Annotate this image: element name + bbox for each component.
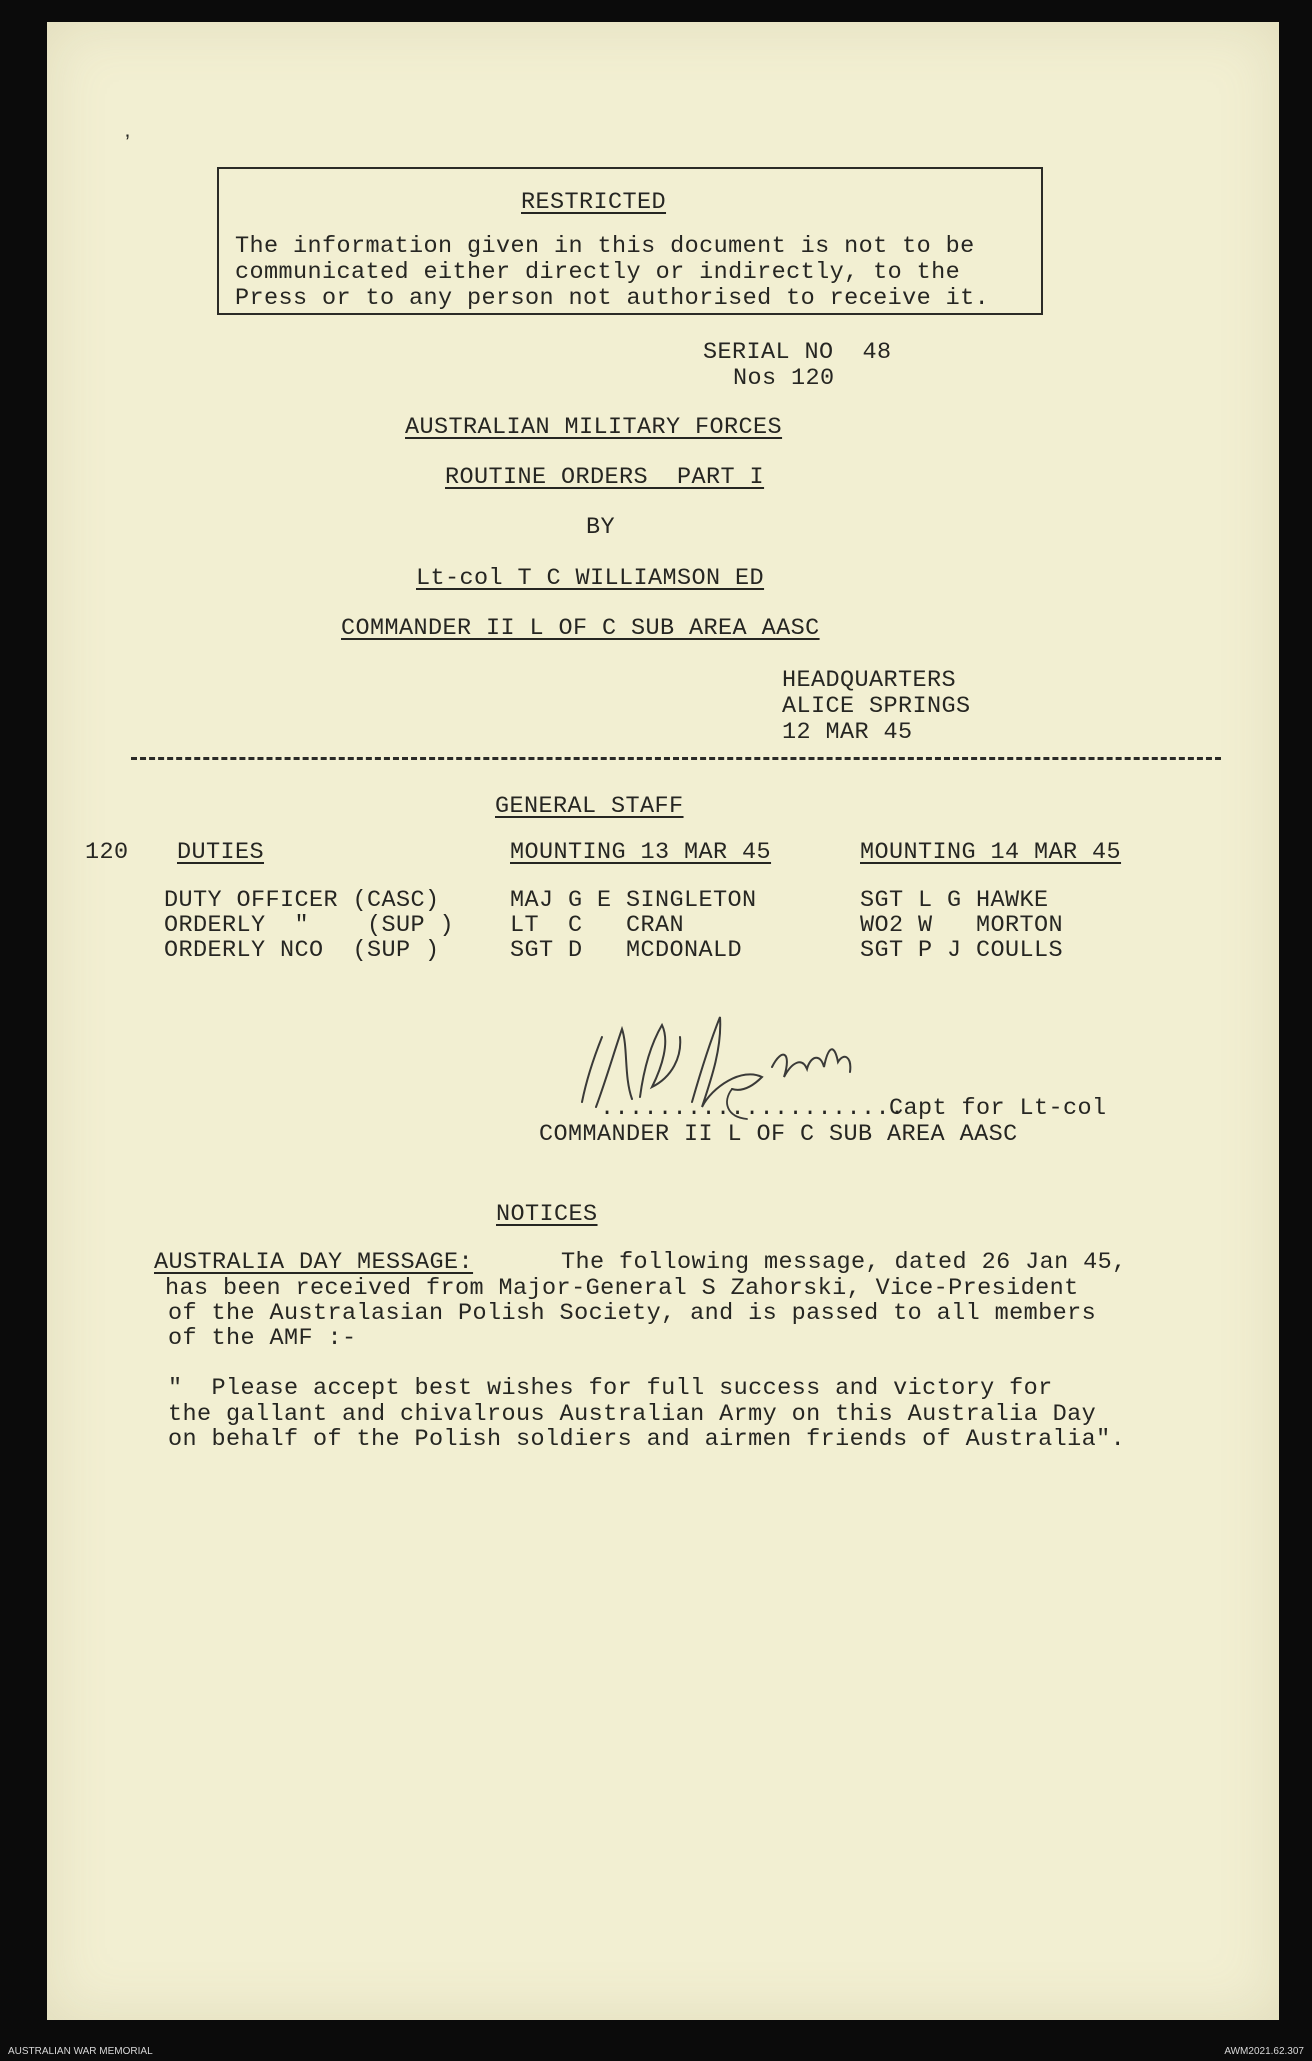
notice-quote-line-1: " Please accept best wishes for full success and victory for xyxy=(168,1375,1053,1402)
duty-row-1-duty: DUTY OFFICER (CASC) xyxy=(164,887,440,914)
restricted-line-1: The information given in this document is not to be xyxy=(235,233,975,260)
duty-row-2-mount-14: WO2 W MORTON xyxy=(860,912,1064,939)
notice-intro-first: The following message, dated 26 Jan 45, xyxy=(561,1249,1127,1276)
location-place: ALICE SPRINGS xyxy=(782,693,971,720)
general-staff-heading: GENERAL STAFF xyxy=(495,793,684,820)
title-commander-name: Lt-col T C WILLIAMSON ED xyxy=(416,565,765,592)
title-commander-role: COMMANDER II L OF C SUB AREA AASC xyxy=(341,615,820,642)
restricted-line-2: communicated either directly or indirectly, to the xyxy=(235,259,961,286)
footer-institution: AUSTRALIAN WAR MEMORIAL xyxy=(8,2046,153,2057)
title-routine-orders: ROUTINE ORDERS PART I xyxy=(445,464,765,491)
col-header-duties: DUTIES xyxy=(177,839,265,866)
notice-intro-line-3: of the Australasian Polish Society, and is passed to all members xyxy=(168,1300,1097,1327)
section-divider xyxy=(131,757,1221,760)
document-page xyxy=(47,22,1279,2020)
duty-row-3-mount-14: SGT P J COULLS xyxy=(860,937,1064,964)
duty-row-2-mount-13: LT C CRAN xyxy=(510,912,685,939)
paper-mark: ’ xyxy=(125,130,130,155)
location-headquarters: HEADQUARTERS xyxy=(782,667,957,694)
serial-nos: Nos 120 xyxy=(733,365,835,392)
col-header-mounting-14: MOUNTING 14 MAR 45 xyxy=(860,839,1122,866)
notices-heading: NOTICES xyxy=(496,1201,598,1228)
title-by: BY xyxy=(586,514,616,541)
notice-quote-line-3: on behalf of the Polish soldiers and airmen friends of Australia". xyxy=(168,1426,1126,1453)
signature-dots: ..................... xyxy=(600,1095,905,1122)
signature-capt-line: Capt for Lt-col xyxy=(889,1095,1107,1122)
col-header-mounting-13: MOUNTING 13 MAR 45 xyxy=(510,839,772,866)
notice-subject: AUSTRALIA DAY MESSAGE: xyxy=(154,1249,474,1276)
order-item-number: 120 xyxy=(85,839,129,866)
notice-quote-line-2: the gallant and chivalrous Australian Army on this Australia Day xyxy=(168,1401,1097,1428)
notice-intro-line-2: has been received from Major-General S Zahorski, Vice-President xyxy=(165,1275,1079,1302)
duty-row-1-mount-14: SGT L G HAWKE xyxy=(860,887,1049,914)
title-forces: AUSTRALIAN MILITARY FORCES xyxy=(405,414,783,441)
archive-footer xyxy=(0,2042,1312,2061)
serial-number: SERIAL NO 48 xyxy=(703,339,892,366)
notice-intro-line-4: of the AMF :- xyxy=(168,1325,357,1352)
location-date: 12 MAR 45 xyxy=(782,719,913,746)
restricted-line-3: Press or to any person not authorised to receive it. xyxy=(235,285,990,312)
duty-row-3-mount-13: SGT D MCDONALD xyxy=(510,937,743,964)
duty-row-2-duty: ORDERLY " (SUP ) xyxy=(164,912,455,939)
footer-accession-number: AWM2021.62.307 xyxy=(1224,2046,1304,2057)
restricted-heading: RESTRICTED xyxy=(521,189,667,216)
duty-row-1-mount-13: MAJ G E SINGLETON xyxy=(510,887,757,914)
signature-commander: COMMANDER II L OF C SUB AREA AASC xyxy=(539,1121,1018,1148)
duty-row-3-duty: ORDERLY NCO (SUP ) xyxy=(164,937,440,964)
